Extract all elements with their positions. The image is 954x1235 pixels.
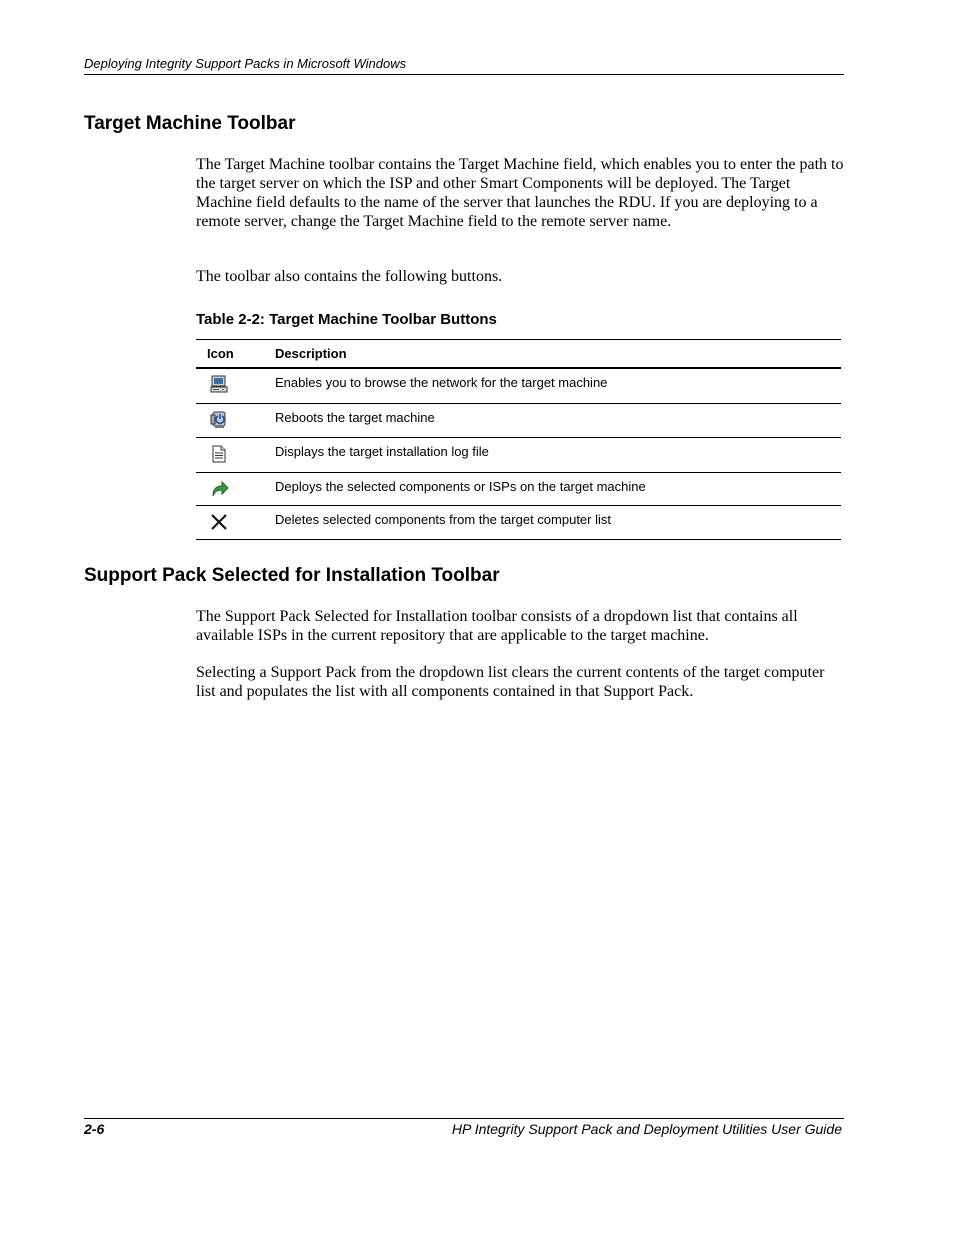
paragraph-target-machine-intro: The Target Machine toolbar contains the Target Machine field, which enables you to enter the path to the target server on which the ISP and other Smart Components will be deployed. The Target Machine field defaults to the name of the server that launches the RDU. If you are deploying to a remote server, change the Target Machine field to the remote server name. — [196, 156, 844, 230]
column-header-icon: Icon — [196, 340, 275, 369]
section-heading-support-pack-toolbar: Support Pack Selected for Installation Toolbar — [84, 565, 500, 586]
paragraph-support-pack-dropdown: The Support Pack Selected for Installation toolbar consists of a dropdown list that contains all available ISPs in the current repository that are applicable to the target machine. — [196, 608, 798, 644]
table-row — [196, 404, 841, 438]
table-cell-description: Deletes selected components from the target computer list — [275, 506, 841, 540]
table-cell-description: Reboots the target machine — [275, 404, 841, 438]
table-row — [196, 368, 841, 404]
delete-x-icon — [209, 512, 229, 532]
computer-browse-icon — [209, 375, 229, 395]
toolbar-buttons-table — [196, 339, 841, 540]
table-row — [196, 438, 841, 473]
column-header-description: Description — [275, 340, 841, 369]
table-caption: Table 2-2: Target Machine Toolbar Buttons — [196, 311, 497, 328]
log-file-icon — [209, 444, 229, 464]
table-cell-description: Enables you to browse the network for the target machine — [275, 368, 841, 404]
table-header-row — [196, 340, 841, 369]
paragraph-toolbar-buttons-intro: The toolbar also contains the following buttons. — [196, 268, 503, 285]
table-row — [196, 506, 841, 540]
running-header: Deploying Integrity Support Packs in Microsoft Windows — [84, 56, 407, 71]
header-rule — [84, 74, 844, 75]
page-number: 2-6 — [84, 1121, 105, 1137]
paragraph-support-pack-selection: Selecting a Support Pack from the dropdown list clears the current contents of the target computer list and populates the list with all components contained in that Support Pack. — [196, 664, 825, 700]
reboot-icon — [209, 410, 229, 430]
table-cell-description: Displays the target installation log file — [275, 438, 841, 473]
table-cell-description: Deploys the selected components or ISPs on the target machine — [275, 473, 841, 506]
section-heading-target-machine-toolbar: Target Machine Toolbar — [84, 113, 296, 134]
footer-rule — [84, 1118, 844, 1119]
document-title: HP Integrity Support Pack and Deployment Utilities User Guide — [451, 1121, 842, 1137]
table-row — [196, 473, 841, 506]
deploy-arrow-icon — [209, 479, 229, 499]
